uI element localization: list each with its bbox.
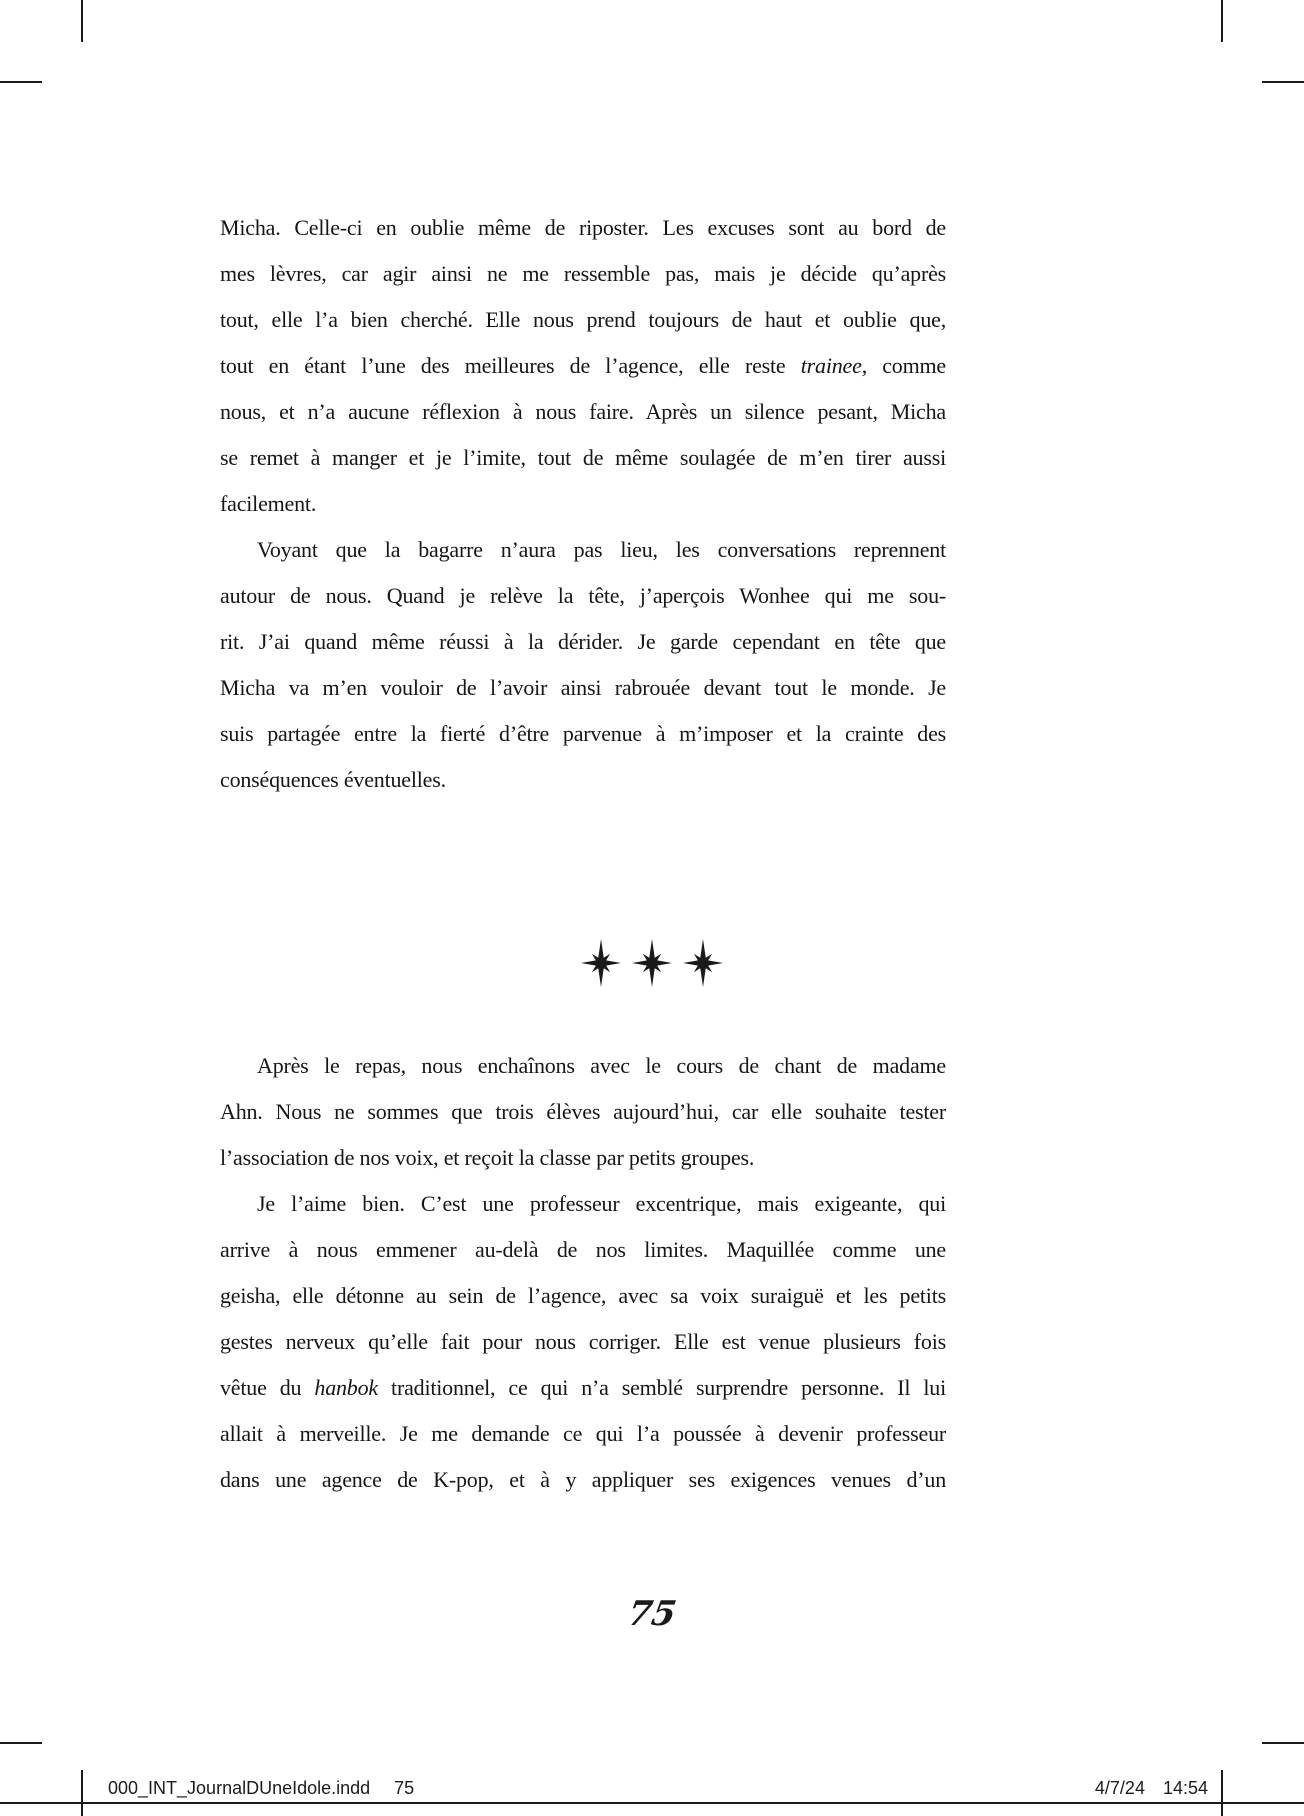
text-line	[220, 1365, 946, 1411]
text-line: autour de nous. Quand je relève la tête, j’aperçois Wonhee qui me sou-	[220, 583, 946, 608]
text-line: Après le repas, nous enchaînons avec le cours de chant de madame	[257, 1053, 946, 1078]
text-line: rit. J’ai quand même réussi à la dérider. Je garde cependant en tête que	[220, 629, 946, 654]
text-segment: vêtue du	[220, 1375, 315, 1400]
text-line: suis partagée entre la fierté d’être parvenue à m’imposer et la crainte des	[220, 721, 946, 746]
paragraph-2	[220, 527, 946, 803]
crop-mark-top-right-horizontal	[1262, 81, 1304, 83]
footer-filename	[108, 1778, 414, 1799]
text-line: geisha, elle détonne au sein de l’agence, avec sa voix suraiguë et les petits	[220, 1283, 946, 1308]
star-icon	[683, 939, 723, 987]
text-line: l’association de nos voix, et reçoit la classe par petits groupes.	[220, 1145, 755, 1170]
text-line: dans une agence de K-pop, et à y appliquer ses exigences venues d’un	[220, 1467, 946, 1492]
section-break-ornament	[581, 939, 723, 987]
text-line: arrive à nous emmener au-delà de nos limites. Maquillée comme une	[220, 1237, 946, 1262]
text-segment: tout en étant l’une des meilleures de l’agence, elle reste	[220, 353, 801, 378]
text-line: gestes nerveux qu’elle fait pour nous corriger. Elle est venue plusieurs fois	[220, 1329, 946, 1354]
crop-mark-bottom-right-horizontal	[1262, 1742, 1304, 1744]
footer-time: 14:54	[1162, 1778, 1208, 1798]
text-line: tout, elle l’a bien cherché. Elle nous prend toujours de haut et oublie que,	[220, 307, 946, 332]
page-number: 75	[624, 1594, 680, 1634]
italic-word-hanbok: hanbok	[314, 1375, 378, 1400]
paragraph-3	[220, 1043, 946, 1181]
footer-date: 4/7/24	[1094, 1778, 1145, 1798]
text-line: se remet à manger et je l’imite, tout de même soulagée de m’en tirer aussi	[220, 445, 946, 470]
crop-mark-bottom-left-vertical	[81, 1770, 83, 1816]
text-line: conséquences éventuelles.	[220, 767, 446, 792]
text-line: Voyant que la bagarre n’aura pas lieu, les conversations reprennent	[257, 537, 946, 562]
crop-mark-bottom-right-vertical	[1221, 1770, 1223, 1816]
star-icon	[632, 939, 672, 987]
text-line: allait à merveille. Je me demande ce qui l’a poussée à devenir professeur	[220, 1421, 946, 1446]
text-line: mes lèvres, car agir ainsi ne me ressemble pas, mais je décide qu’après	[220, 261, 946, 286]
text-line: facilement.	[220, 491, 317, 516]
text-line: nous, et n’a aucune réflexion à nous faire. Après un silence pesant, Micha	[220, 399, 946, 424]
text-line	[220, 343, 946, 389]
paragraph-4	[220, 1181, 946, 1503]
text-line: Je l’aime bien. C’est une professeur excentrique, mais exigeante, qui	[257, 1191, 946, 1216]
text-line: Micha va m’en vouloir de l’avoir ainsi rabrouée devant tout le monde. Je	[220, 675, 946, 700]
text-line: Micha. Celle-ci en oublie même de riposter. Les excuses sont au bord de	[220, 215, 946, 240]
footer-file-text: 000_INT_JournalDUneIdole.indd	[108, 1778, 371, 1798]
italic-word-trainee: trainee	[800, 353, 862, 378]
footer-timestamp	[1095, 1778, 1208, 1799]
crop-mark-top-right-vertical	[1221, 0, 1223, 42]
footer-page-indicator: 75	[394, 1778, 415, 1798]
crop-mark-top-left-vertical	[81, 0, 83, 42]
footer-rule	[0, 1802, 1304, 1804]
text-line: Ahn. Nous ne sommes que trois élèves aujourd’hui, car elle souhaite tester	[220, 1099, 946, 1124]
crop-mark-top-left-horizontal	[0, 81, 42, 83]
star-icon	[581, 939, 621, 987]
text-segment: traditionnel, ce qui n’a semblé surprendre personne. Il lui	[377, 1375, 946, 1400]
crop-mark-bottom-left-horizontal	[0, 1742, 42, 1744]
text-segment: , comme	[861, 353, 947, 378]
paragraph-1	[220, 205, 946, 527]
